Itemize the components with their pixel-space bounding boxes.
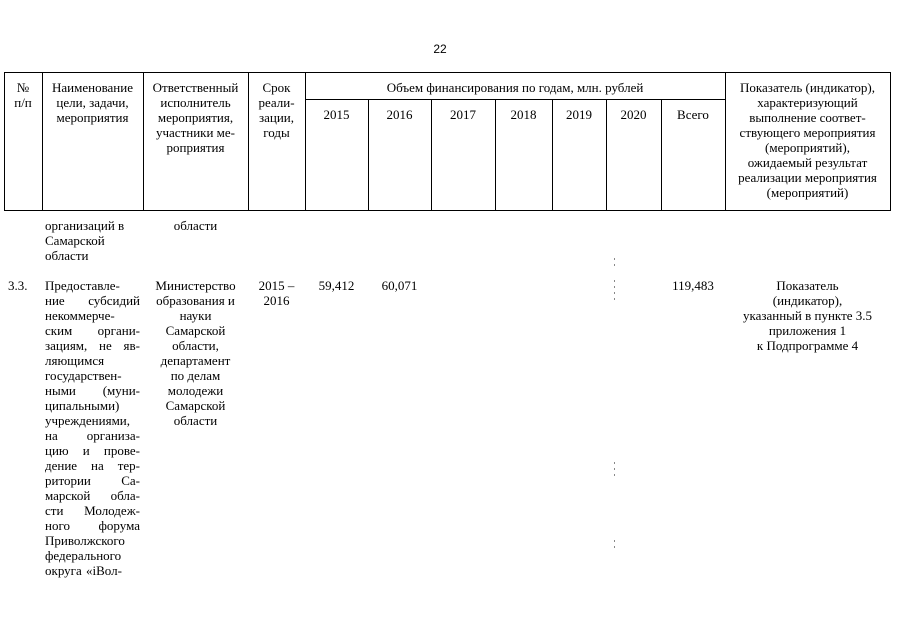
header-responsible: Ответственный исполнитель мероприятия, участники ме- роприятия xyxy=(152,80,239,155)
header-funding: Объем финансирования по годам, млн. рублей xyxy=(386,80,644,95)
header-year-2016: 2016 xyxy=(386,107,413,122)
col-border xyxy=(890,72,891,210)
scan-artifact xyxy=(614,540,615,550)
row-indicator: Показатель (индикатор), указанный в пункте 3.5 приложения 1 к Подпрограмме 4 xyxy=(742,278,873,353)
row-responsible: Министерство образования и науки Самарской области, департамент по делам молодежи Самарской области xyxy=(155,278,236,428)
row-number: 3.3. xyxy=(8,278,28,293)
scan-artifact xyxy=(614,462,615,476)
header-year-2020: 2020 xyxy=(620,107,647,122)
scan-artifact xyxy=(614,258,615,270)
header-year-2019: 2019 xyxy=(566,107,592,122)
row-value-2016: 60,071 xyxy=(381,278,418,293)
row-term: 2015 – 2016 xyxy=(258,278,295,308)
header-indicator: Показатель (индикатор), характеризующий выполнение соответ- ствующего мероприятия (мероприятий), ожидаемый результат реализации мероприятия (мероприятий) xyxy=(738,80,877,200)
table-top-border xyxy=(4,72,891,73)
header-name: Наименование цели, задачи, мероприятия xyxy=(52,80,133,125)
continued-responsible: области xyxy=(173,218,218,233)
row-value-2015: 59,412 xyxy=(318,278,355,293)
header-year-2015: 2015 xyxy=(323,107,350,122)
row-name: Предоставле- ние субсидий некоммерче- ским органи- зациям, не яв- ляющимся государствен- ными (муни- ципальными) учреждениями, на организа- цию и прове- дение на тер- ритории Са- марской обла- сти Молодеж- ного форума Приволжского федерального округа «iВол- xyxy=(45,278,140,578)
header-bottom-border xyxy=(4,210,891,211)
continued-name: организаций в Самарской области xyxy=(45,218,125,263)
header-number: № п/п xyxy=(14,80,32,110)
header-year-2018: 2018 xyxy=(510,107,537,122)
header-year-2017: 2017 xyxy=(450,107,476,122)
header-term: Срок реали- зации, годы xyxy=(258,80,295,140)
header-total: Всего xyxy=(677,107,709,122)
scan-artifact xyxy=(614,280,615,300)
row-value-total: 119,483 xyxy=(672,278,714,293)
page-number: 22 xyxy=(433,42,447,56)
